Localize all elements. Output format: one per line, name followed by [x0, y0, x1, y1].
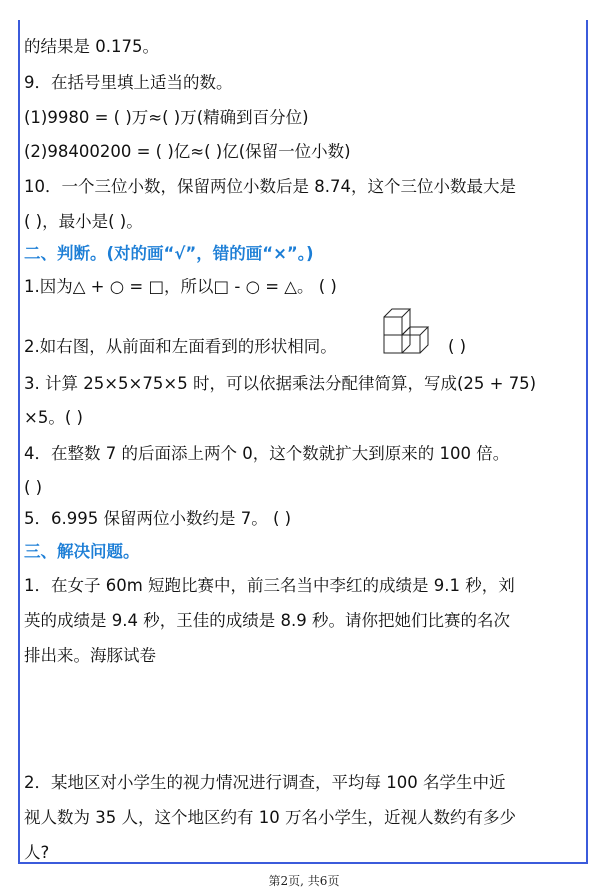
question-9: 9．在括号里填上适当的数。 [24, 73, 233, 92]
text-line: 的结果是 0.175。 [24, 37, 159, 56]
problem-2-line-2: 视人数为 35 人，这个地区约有 10 万名小学生，近视人数约有多少 [24, 808, 516, 827]
question-9-part-1: (1)9980 = ( )万≈( )万(精确到百分位) [24, 108, 309, 127]
problem-1-line-3: 排出来。海豚试卷 [24, 646, 156, 665]
judgment-3: 3. 计算 25×5×75×5 时，可以依据乘法分配律简算，写成(25 + 75) [24, 374, 537, 393]
question-9-part-2: (2)98400200 = ( )亿≈( )亿(保留一位小数) [24, 142, 351, 161]
judgment-3-cont: ×5。( ) [24, 408, 83, 427]
section-heading-problems: 三、解决问题。 [24, 542, 140, 561]
judgment-4-answer: ( ) [24, 478, 43, 497]
problem-2-line-1: 2．某地区对小学生的视力情况进行调查，平均每 100 名学生中近 [24, 773, 506, 792]
judgment-4: 4．在整数 7 的后面添上两个 0，这个数就扩大到原来的 100 倍。 [24, 444, 510, 463]
judgment-5: 5．6.995 保留两位小数约是 7。 ( ) [24, 509, 292, 528]
page-footer: 第2页, 共6页 [268, 874, 340, 888]
judgment-1: 1.因为△ + ○ = □，所以□ - ○ = △。 ( ) [24, 277, 337, 296]
judgment-2: 2.如右图，从前面和左面看到的形状相同。 [24, 337, 337, 356]
problem-1-line-1: 1．在女子 60m 短跑比赛中，前三名当中李红的成绩是 9.1 秒，刘 [24, 576, 515, 595]
problem-1-line-2: 英的成绩是 9.4 秒，王佳的成绩是 8.9 秒。请你把她们比赛的名次 [24, 611, 510, 630]
judgment-2-answer: ( ) [448, 337, 467, 356]
question-10: 10．一个三位小数，保留两位小数后是 8.74，这个三位小数最大是 [24, 177, 516, 196]
cube-figure [382, 305, 440, 355]
section-heading-judgment: 二、判断。(对的画“√”，错的画“×”。) [24, 244, 314, 263]
problem-2-line-3: 人? [24, 843, 50, 862]
question-10-cont: ( )，最小是( )。 [24, 212, 143, 231]
